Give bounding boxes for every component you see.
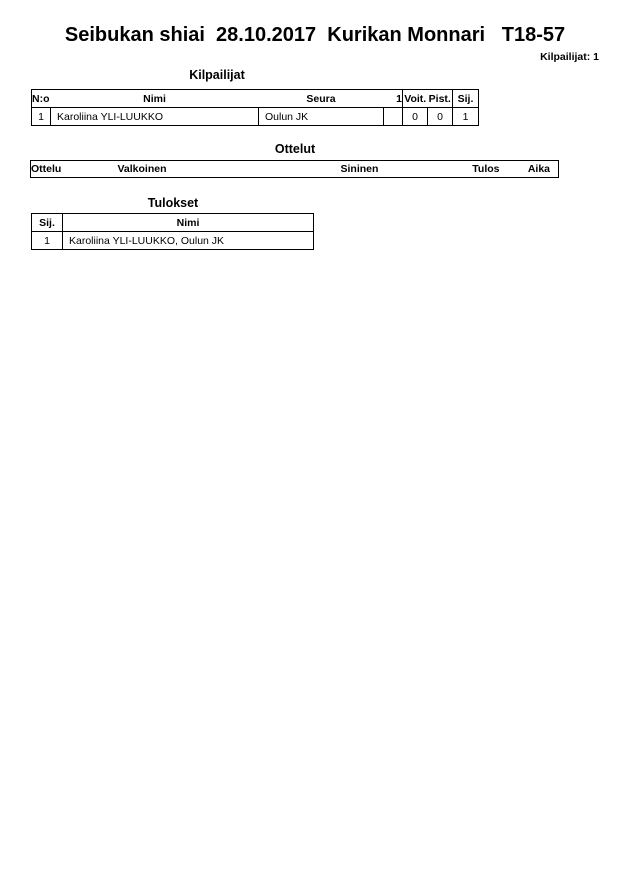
competitors-header-row: [32, 90, 479, 108]
column-header-number: N:o: [32, 90, 51, 108]
results-table: [31, 213, 314, 250]
matches-section-title: Ottelut: [274, 142, 316, 156]
column-header-placing: Sij.: [32, 214, 63, 232]
competitor-points: 0: [428, 108, 453, 126]
table-row: [32, 232, 314, 250]
competitor-wins: 0: [403, 108, 428, 126]
result-placing: 1: [44, 234, 50, 247]
column-header-name: Nimi: [63, 214, 314, 232]
column-header-points: Pist.: [428, 90, 453, 108]
results-section-title: Tulokset: [147, 196, 199, 210]
column-header-wins: Voit.: [403, 90, 428, 108]
competitor-placing: 1: [453, 108, 479, 126]
column-header-name: Nimi: [51, 90, 259, 108]
competitor-name: Karoliina YLI-LUUKKO: [51, 108, 259, 126]
column-header-placing: Sij.: [453, 90, 479, 108]
page-title: Seibukan shiai 28.10.2017 Kurikan Monnari T18-57: [64, 24, 566, 46]
column-header-match: Ottelu: [31, 163, 62, 175]
result-name: Karoliina YLI-LUUKKO, Oulun JK: [63, 232, 314, 250]
table-row: [32, 108, 479, 126]
competitor-count: Kilpailijat: 1: [540, 51, 599, 63]
column-header-result: Tulos: [472, 163, 500, 175]
competitor-round1: [384, 108, 403, 126]
competitors-section-title: Kilpailijat: [189, 68, 245, 82]
column-header-white: Valkoinen: [117, 163, 167, 175]
results-header-row: [32, 214, 314, 232]
column-header-blue: Sininen: [340, 163, 379, 175]
competitor-club: Oulun JK: [259, 108, 384, 126]
column-header-time: Aika: [527, 163, 550, 175]
matches-header-row: [31, 161, 559, 178]
matches-table: [30, 160, 559, 178]
column-header-round1: 1: [384, 90, 403, 108]
competitor-number: 1: [38, 110, 44, 123]
column-header-club: Seura: [259, 90, 384, 108]
competitors-table: [31, 89, 479, 126]
